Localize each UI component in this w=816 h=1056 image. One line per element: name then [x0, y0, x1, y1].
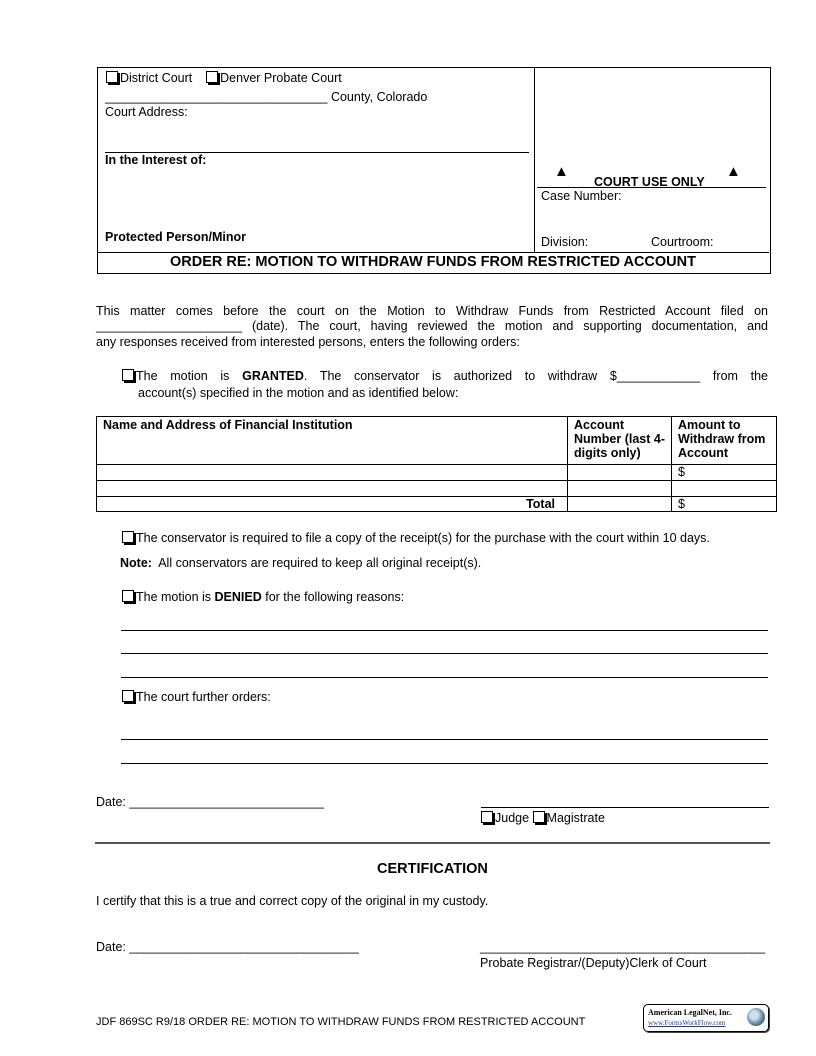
header-amount: Amount to Withdraw from Account — [672, 417, 777, 465]
court-choice — [106, 71, 342, 85]
financial-table — [96, 416, 777, 512]
title-row-top-border — [97, 252, 769, 253]
denied-reason-line-1[interactable] — [121, 630, 768, 631]
arrow-left-icon: ▲ — [554, 163, 569, 180]
cell-account-1[interactable] — [568, 465, 672, 481]
magistrate-checkbox[interactable] — [533, 811, 545, 823]
denied-reason-line-2[interactable] — [121, 653, 768, 654]
probate-court-label: Denver Probate Court — [220, 71, 342, 85]
header-institution: Name and Address of Financial Institution — [97, 417, 568, 465]
clerk-label: Probate Registrar/(Deputy)Clerk of Court — [480, 956, 707, 970]
division-label: Division: — [541, 235, 589, 249]
county-line — [105, 90, 427, 104]
protected-person-label: Protected Person/Minor — [105, 230, 246, 244]
in-interest-label: In the Interest of: — [105, 153, 207, 167]
court-use-underline — [537, 187, 766, 188]
order-date-blank[interactable]: ____________________________ — [129, 795, 325, 809]
receipt-row — [122, 531, 710, 545]
further-line-1[interactable] — [121, 739, 768, 740]
judge-checkbox[interactable] — [481, 811, 493, 823]
globe-icon — [747, 1008, 765, 1026]
logo-line-2: www.FormsWorkFlow.com — [648, 1019, 726, 1027]
clerk-signature-blank[interactable]: _________________________________________ — [480, 940, 766, 954]
caption-divider — [534, 67, 535, 252]
section-divider — [95, 842, 770, 844]
intro-line-2: _____________________ (date). The court, having reviewed the motion and supporting documentation, and — [96, 319, 768, 333]
order-date-row — [96, 795, 324, 809]
order-date-label: Date: — [96, 795, 126, 809]
denied-checkbox[interactable] — [122, 590, 134, 602]
note-row — [120, 556, 481, 570]
magistrate-label: Magistrate — [546, 811, 605, 825]
granted-checkbox-row — [122, 369, 768, 383]
case-number-label: Case Number: — [541, 189, 622, 203]
legalnet-logo[interactable] — [643, 1004, 769, 1032]
further-text: The court further orders: — [136, 690, 271, 704]
cert-date-label: Date: — [96, 940, 126, 954]
order-title: ORDER RE: MOTION TO WITHDRAW FUNDS FROM RESTRICTED ACCOUNT — [169, 254, 696, 270]
denied-reason-line-3[interactable] — [121, 677, 768, 678]
district-court-label: District Court — [120, 71, 193, 85]
denied-pre: The motion is — [136, 590, 215, 604]
cell-account-total — [568, 497, 672, 512]
cell-amount-2[interactable] — [672, 481, 777, 497]
receipt-text: The conservator is required to file a copy of the receipt(s) for the purchase with the court within 10 days. — [136, 531, 710, 545]
probate-court-checkbox[interactable] — [206, 71, 218, 83]
table-total-row — [97, 497, 777, 512]
certification-text: I certify that this is a true and correct copy of the original in my custody. — [96, 894, 489, 908]
intro-line-1: This matter comes before the court on the Motion to Withdraw Funds from Restricted Account filed on — [96, 304, 768, 318]
courtroom-label: Courtroom: — [651, 235, 714, 249]
further-checkbox[interactable] — [122, 690, 134, 702]
granted-post: . The conservator is authorized to withdraw $____________ from the — [303, 369, 768, 383]
judge-signature-line[interactable] — [481, 807, 769, 808]
table-row — [97, 481, 777, 497]
granted-pre: The motion is — [136, 369, 243, 383]
granted-word: GRANTED — [242, 369, 304, 383]
certification-title: CERTIFICATION — [377, 861, 488, 877]
denied-row — [122, 590, 404, 604]
table-row — [97, 465, 777, 481]
arrow-right-icon: ▲ — [726, 163, 741, 180]
judge-choice — [481, 811, 605, 825]
intro-line-3: any responses received from interested persons, enters the following orders: — [96, 335, 520, 349]
further-row — [122, 690, 271, 704]
cell-institution-2[interactable] — [97, 481, 568, 497]
total-label: Total — [97, 497, 568, 512]
cell-amount-total[interactable]: $ — [672, 497, 777, 512]
footer-text: JDF 869SC R9/18 ORDER RE: MOTION TO WITHDRAW FUNDS FROM RESTRICTED ACCOUNT — [96, 1016, 586, 1028]
header-account: Account Number (last 4-digits only) — [568, 417, 672, 465]
table-header-row — [97, 417, 777, 465]
district-court-checkbox[interactable] — [106, 71, 118, 83]
cell-institution-1[interactable] — [97, 465, 568, 481]
receipt-checkbox[interactable] — [122, 531, 134, 543]
note-text: All conservators are required to keep all original receipt(s). — [158, 556, 482, 570]
granted-line-2: account(s) specified in the motion and as identified below: — [138, 386, 459, 400]
further-line-2[interactable] — [121, 763, 768, 764]
county-label: County, Colorado — [330, 90, 428, 104]
cell-account-2[interactable] — [568, 481, 672, 497]
court-use-only: COURT USE ONLY — [594, 175, 705, 189]
note-label: Note: — [120, 556, 152, 570]
logo-line-1: American LegalNet, Inc. — [648, 1008, 732, 1017]
county-blank[interactable]: ________________________________ — [105, 90, 328, 104]
judge-label: Judge — [495, 811, 530, 825]
denied-word: DENIED — [214, 590, 262, 604]
cell-amount-1[interactable]: $ — [672, 465, 777, 481]
denied-post: for the following reasons: — [261, 590, 405, 604]
granted-checkbox[interactable] — [122, 369, 134, 381]
cert-date-row — [96, 940, 359, 954]
cert-date-blank[interactable]: _________________________________ — [129, 940, 359, 954]
court-address-label: Court Address: — [105, 105, 188, 119]
